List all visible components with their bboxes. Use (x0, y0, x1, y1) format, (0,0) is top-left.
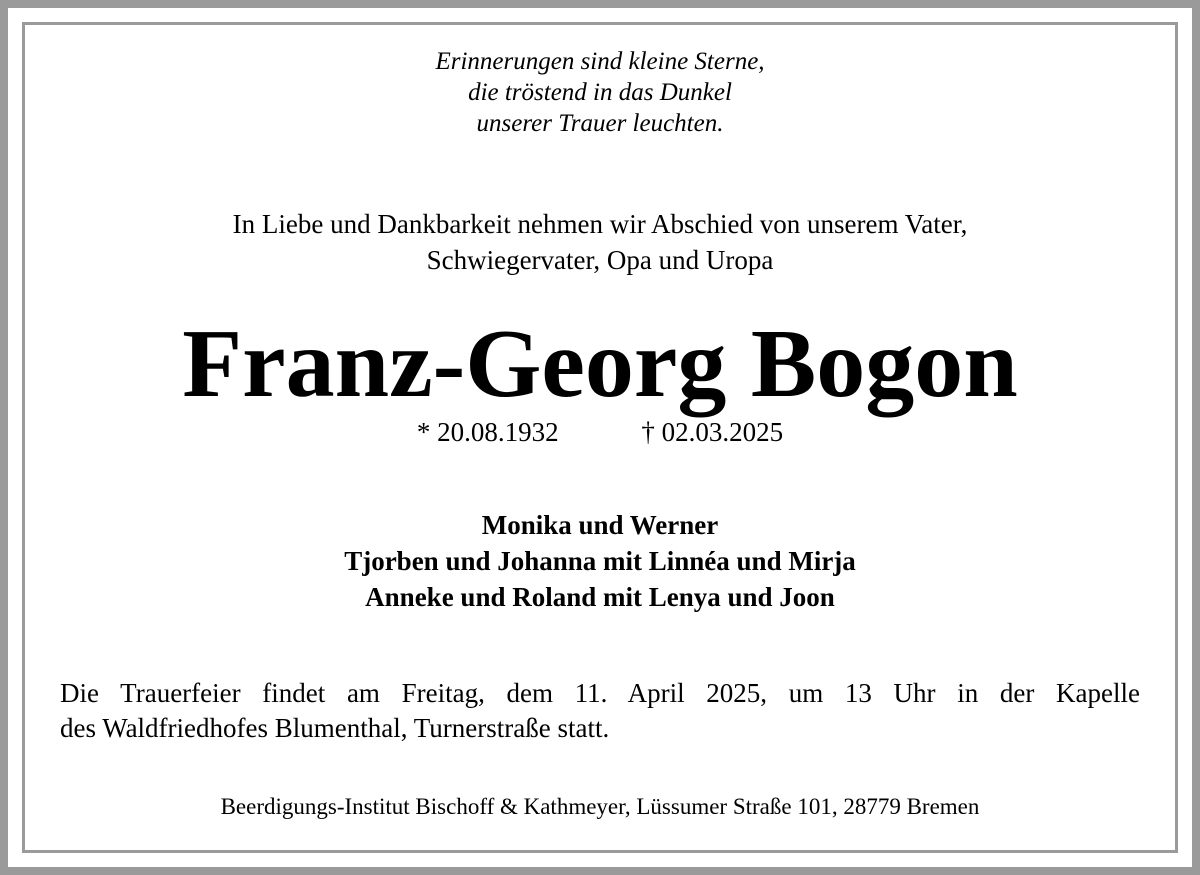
death-date: † 02.03.2025 (641, 417, 784, 447)
family-line: Tjorben und Johanna mit Linnéa und Mirja (344, 546, 856, 576)
intro-line: In Liebe und Dankbarkeit nehmen wir Abschied von unserem Vater, (232, 209, 968, 239)
verse-line: Erinnerungen sind kleine Sterne, (435, 48, 765, 75)
family-mourners (0, 507, 1200, 615)
verse-line: die tröstend in das Dunkel (468, 79, 732, 106)
intro-line: Schwiegervater, Opa und Uropa (426, 245, 774, 275)
birth-date: * 20.08.1932 (416, 417, 559, 447)
family-line: Anneke und Roland mit Lenya und Joon (365, 582, 835, 612)
deceased-name: Franz-Georg Bogon (182, 310, 1018, 418)
ceremony-line: Die Trauerfeier findet am Freitag, dem 11. April 2025, um 13 Uhr in der Kapelle (60, 678, 1140, 708)
ceremony-line: des Waldfriedhofes Blumenthal, Turnerstraße statt. (60, 713, 610, 743)
verse-line: unserer Trauer leuchten. (476, 110, 724, 137)
ceremony-info (60, 676, 1140, 746)
farewell-intro (0, 206, 1200, 278)
funeral-home: Beerdigungs-Institut Bischoff & Kathmeyer, Lüssumer Straße 101, 28779 Bremen (220, 794, 980, 819)
life-dates (0, 415, 1200, 449)
memorial-verse (0, 46, 1200, 139)
family-line: Monika und Werner (481, 510, 719, 540)
